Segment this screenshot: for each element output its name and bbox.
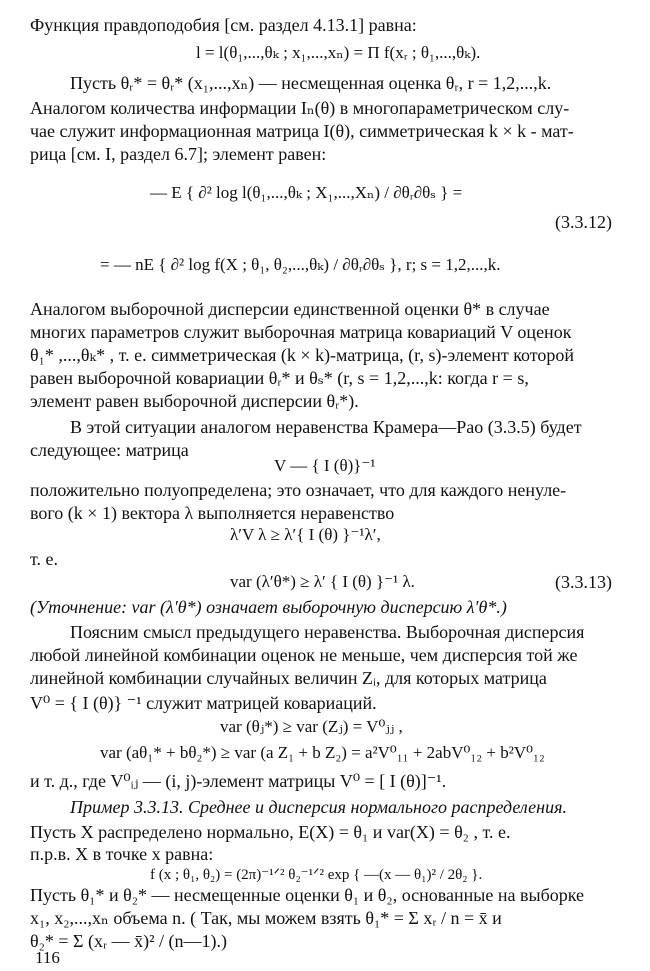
text-line: п.р.в. X в точке x равна: <box>30 844 214 864</box>
equation-var-combination: var (aθ₁* + bθ₂*) ≥ var (a Z₁ + b Z₂) = a²V⁰₁₁ + 2abV⁰₁₂ + b²V⁰₁₂ <box>100 743 545 762</box>
text-line: Поясним смысл предыдущего неравенства. Выборочная дисперсия <box>70 622 585 642</box>
text-line: равен выборочной ковариации θᵣ* и θₛ* (r, s = 1,2,...,k: когда r = s, <box>30 368 529 388</box>
text-line: многих параметров служит выборочная матрица ковариаций V оценок <box>30 322 572 342</box>
text-line: вого (k × 1) вектора λ выполняется неравенство <box>30 503 395 523</box>
equation-var-single: var (θⱼ*) ≥ var (Zⱼ) = V⁰ⱼⱼ , <box>220 717 403 736</box>
text-line: т. е. <box>30 549 59 569</box>
equation-information-matrix-2: = — nE { ∂² log f(X ; θ₁, θ₂,...,θₖ) / ∂θᵣ∂θₛ }, r; s = 1,2,...,k. <box>100 255 501 274</box>
text-line: рица [см. I, раздел 6.7]; элемент равен: <box>30 144 327 164</box>
text-line: элемент равен выборочной дисперсии θᵣ*). <box>30 391 359 411</box>
text-line: Пусть X распределено нормально, E(X) = θ₁ и var(X) = θ₂ , т. е. <box>30 822 511 842</box>
text-line: Пусть θᵣ* = θᵣ* (x₁,...,xₙ) — несмещенная оценка θᵣ, r = 1,2,...,k. <box>70 73 552 93</box>
text-line: Пусть θ₁* и θ₂* — несмещенные оценки θ₁ и θ₂, основанные на выборке <box>30 885 585 905</box>
text-line: x₁, x₂,...,xₙ объема n. ( Так, мы можем взять θ₁* = Σ xᵣ / n = x̄ и <box>30 908 502 928</box>
equation-number: (3.3.13) <box>555 572 612 592</box>
equation-variance-inequality: var (λ′θ*) ≥ λ′ { I (θ) }⁻¹ λ. <box>230 572 415 591</box>
text-line: V⁰ = { I (θ)} ⁻¹ служит матрицей ковариаций. <box>30 693 377 713</box>
text-line: положительно полуопределена; это означает, что для каждого ненуле- <box>30 480 567 500</box>
text-line: Аналогом выборочной дисперсии единственной оценки θ* в случае <box>30 299 550 319</box>
text-line-note: (Уточнение: var (λ′θ*) означает выборочную дисперсию λ′θ*.) <box>30 597 507 617</box>
text-line: Функция правдоподобия [см. раздел 4.13.1] равна: <box>30 15 417 35</box>
text-line: любой линейной комбинации оценок не меньше, чем дисперсия той же <box>30 645 578 665</box>
text-line: следующее: матрица <box>30 440 189 460</box>
equation-matrix-difference: V — { I (θ)}⁻¹ <box>274 456 376 475</box>
text-line: Аналогом количества информации Iₙ(θ) в многопараметрическом слу- <box>30 98 570 118</box>
text-line: линейной комбинации случайных величин Zᵢ, для которых матрица <box>30 668 547 688</box>
text-line: θ₂* = Σ (xᵣ — x̄)² / (n—1).) <box>30 931 228 951</box>
text-line: θ₁* ,...,θₖ* , т. е. симметрическая (k × k)-матрица, (r, s)-элемент которой <box>30 345 575 365</box>
equation-number: (3.3.12) <box>555 212 612 232</box>
example-heading: Пример 3.3.13. Среднее и дисперсия нормального распределения. <box>70 797 567 817</box>
equation-information-matrix-1: — E { ∂² log l(θ₁,...,θₖ ; X₁,...,Xₙ) / ∂θᵣ∂θₛ } = <box>150 183 463 202</box>
formula-likelihood: l = l(θ₁,...,θₖ ; x₁,...,xₙ) = Π f(xᵣ ; θ₁,...,θₖ). <box>196 43 481 62</box>
equation-normal-density: f (x ; θ₁, θ₂) = (2π)⁻¹ᐟ² θ₂⁻¹ᐟ² exp { —(x — θ₁)² / 2θ₂ }. <box>150 867 483 883</box>
equation-quadratic-inequality: λ′V λ ≥ λ′{ I (θ) }⁻¹λ′, <box>230 525 381 544</box>
text-line: В этой ситуации аналогом неравенства Крамера—Рао (3.3.5) будет <box>70 417 582 437</box>
text-line: чае служит информационная матрица I(θ), симметрическая k × k - мат- <box>30 121 574 141</box>
text-line: и т. д., где V⁰ᵢⱼ — (i, j)-элемент матрицы V⁰ = [ I (θ)]⁻¹. <box>30 771 447 791</box>
page-number: 116 <box>35 948 60 967</box>
